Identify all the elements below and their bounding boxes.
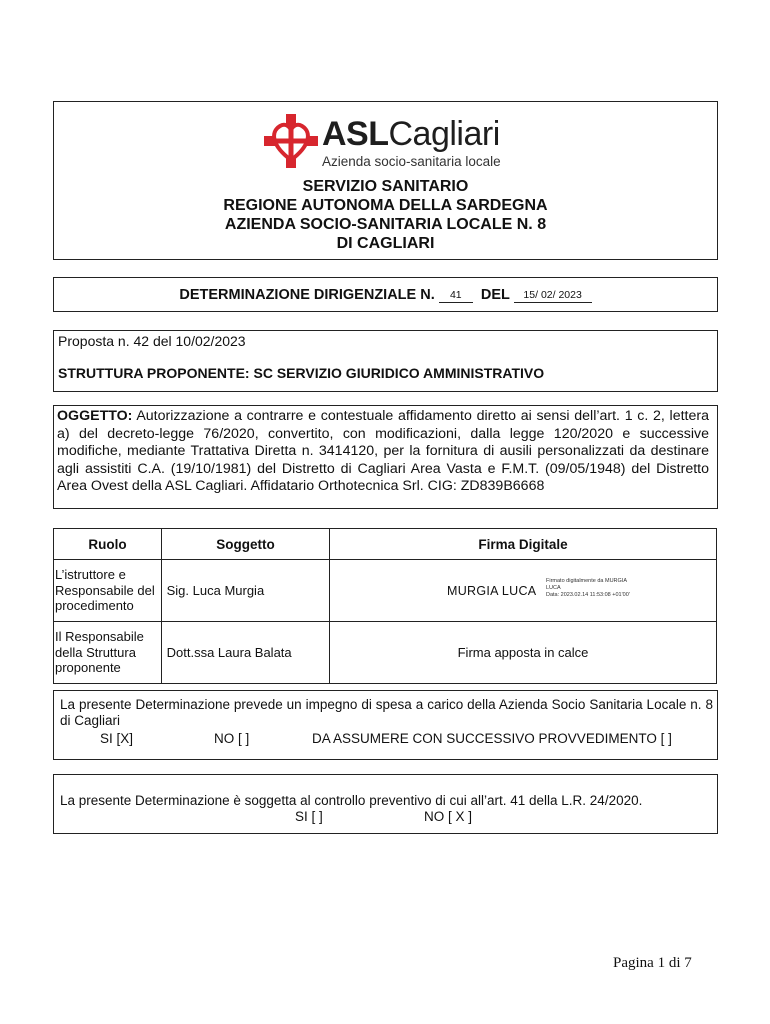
impegno-si: SI [X] <box>100 731 134 746</box>
asl-logo <box>264 114 544 168</box>
oggetto-body: Autorizzazione a contrarre e contestuale affidamento diretto ai sensi dell’art. 1 c. 2, lettera a) del decreto-legge 76/2020, convertito, con modificazioni, dalla legge 120/2020 e successive modifiche, mediante Trattativa Diretta n. 3414120, per la fornitura di ausili personalizzati da destinare agli assistiti C.A. (19/10/1981) del Distretto di Cagliari Area Vasta e F.M.T. (09/05/1948) del Distretto Area Ovest della ASL Cagliari. Affidatario Orthotecnica Srl. CIG: ZD839B6668 <box>57 408 709 495</box>
determinazione-box <box>53 277 718 312</box>
brand-tagline: Azienda socio-sanitaria locale <box>322 154 501 169</box>
struttura-proponente: STRUTTURA PROPONENTE: SC SERVIZIO GIURIDICO AMMINISTRATIVO <box>58 365 545 381</box>
impegno-no: NO [ ] <box>214 731 250 746</box>
header-box <box>53 101 718 260</box>
column-header: Firma Digitale <box>330 529 717 560</box>
del-label: DEL <box>480 287 510 303</box>
controllo-text: La presente Determinazione è soggetta al controllo preventivo di cui all’art. 41 della L.R. 24/2020. <box>60 793 643 808</box>
signature-table <box>53 528 717 684</box>
digital-signature-details: Firmato digitalmente da MURGIA LUCA Data: 2023.02.14 11:53:08 +01'00' <box>546 578 630 598</box>
table-row <box>54 560 717 622</box>
oggetto-label: OGGETTO: <box>57 408 133 424</box>
header-line: AZIENDA SOCIO-SANITARIA LOCALE N. 8 <box>224 216 547 233</box>
controllo-box <box>53 774 718 834</box>
table-row <box>54 622 717 684</box>
asl-cross-heart-icon <box>264 114 318 168</box>
impegno-da-assumere: DA ASSUMERE CON SUCCESSIVO PROVVEDIMENTO [ ] <box>312 731 672 746</box>
determinazione-line <box>54 287 717 303</box>
brand-name: ASLCagliari <box>322 115 500 153</box>
header-line: DI CAGLIARI <box>336 235 435 252</box>
firma-cell: Firma apposta in calce <box>330 622 717 684</box>
header-title <box>54 177 717 253</box>
oggetto-box <box>53 405 718 509</box>
oggetto-text <box>57 408 709 496</box>
digital-signature-name: MURGIA LUCA <box>447 584 537 598</box>
header-line: SERVIZIO SANITARIO <box>302 178 469 195</box>
proposta-box <box>53 330 718 392</box>
column-header: Soggetto <box>162 529 330 560</box>
firma-digitale-cell <box>330 560 717 622</box>
determinazione-date: 15/ 02/ 2023 <box>514 288 592 303</box>
ruolo-cell: Il Responsabile della Struttura proponente <box>54 622 162 684</box>
ruolo-cell: L’istruttore e Responsabile del procedimento <box>54 560 162 622</box>
proposta-text: Proposta n. 42 del 10/02/2023 <box>58 333 246 349</box>
impegno-box <box>53 690 718 760</box>
header-line: REGIONE AUTONOMA DELLA SARDEGNA <box>223 197 548 214</box>
page-number: Pagina 1 di 7 <box>613 955 692 971</box>
table-header-row <box>54 529 717 560</box>
soggetto-cell: Dott.ssa Laura Balata <box>162 622 330 684</box>
soggetto-cell: Sig. Luca Murgia <box>162 560 330 622</box>
column-header: Ruolo <box>54 529 162 560</box>
controllo-si: SI [ ] <box>295 809 323 824</box>
determinazione-label: DETERMINAZIONE DIRIGENZIALE N. <box>179 287 435 303</box>
impegno-text: La presente Determinazione prevede un impegno di spesa a carico della Azienda Socio Sanitaria Locale n. 8 di Cagliari <box>60 697 713 728</box>
determinazione-number: 41 <box>439 288 473 303</box>
controllo-no: NO [ X ] <box>424 809 473 824</box>
